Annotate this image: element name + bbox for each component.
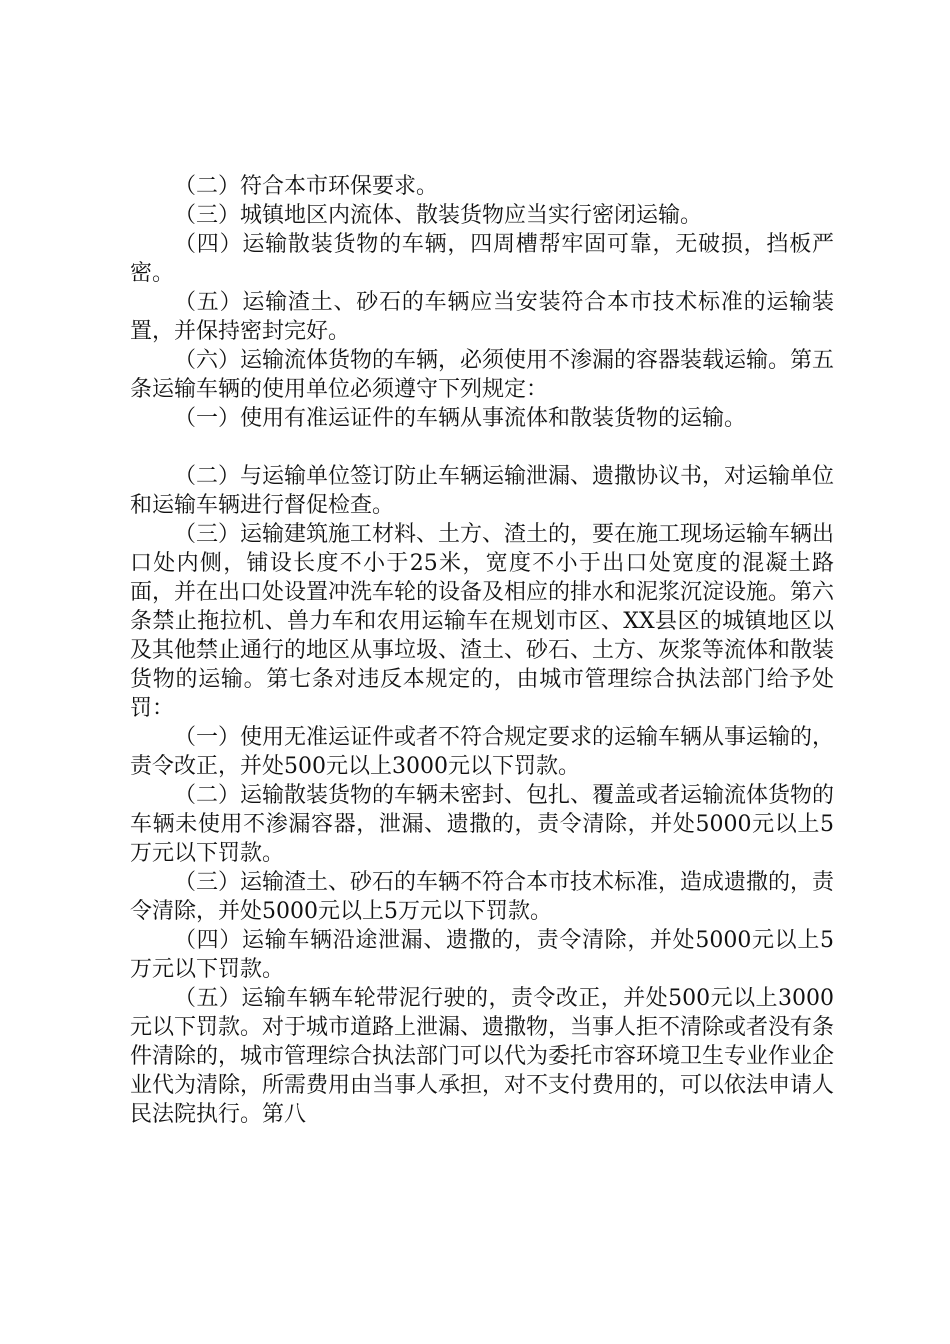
- paragraph: （二）符合本市环保要求。: [174, 174, 439, 199]
- paragraph: （五）运输车辆车轮带泥行驶的，责令改正，并处500元以上3000元以下罚款。对于城市道路上泄漏、遗撒物，当事人拒不清除或者没有条件清除的，城市管理综合执法部门可以代为委托市容环境卫生专业作业企业代为清除，所需费用由当事人承担，对不支付费用的，可以依法申请人民法院执行。第八: [130, 986, 835, 1127]
- document-body: [130, 172, 834, 1129]
- paragraph-spacer: [130, 433, 834, 462]
- paragraph: （一）使用有准运证件的车辆从事流体和散装货物的运输。: [174, 406, 747, 431]
- paragraph: （二）与运输单位签订防止车辆运输泄漏、遗撒协议书，对运输单位和运输车辆进行督促检查。: [130, 464, 835, 518]
- paragraph: （六）运输流体货物的车辆，必须使用不渗漏的容器装载运输。第五条运输车辆的使用单位必须遵守下列规定：: [130, 348, 835, 402]
- paragraph: （二）运输散装货物的车辆未密封、包扎、覆盖或者运输流体货物的车辆未使用不渗漏容器，泄漏、遗撒的，责令清除，并处5000元以上5万元以下罚款。: [130, 783, 835, 866]
- paragraph: （三）运输建筑施工材料、土方、渣土的，要在施工现场运输车辆出口处内侧，铺设长度不小于25米，宽度不小于出口处宽度的混凝土路面，并在出口处设置冲洗车轮的设备及相应的排水和泥浆沉淀设施。第六条禁止拖拉机、兽力车和农用运输车在规划市区、XX县区的城镇地区以及其他禁止通行的地区从事垃圾、渣土、砂石、土方、灰浆等流体和散装货物的运输。第七条对违反本规定的，由城市管理综合执法部门给予处罚：: [130, 522, 835, 721]
- paragraph: （四）运输车辆沿途泄漏、遗撒的，责令清除，并处5000元以上5万元以下罚款。: [130, 928, 834, 982]
- paragraph: （四）运输散装货物的车辆，四周槽帮牢固可靠，无破损，挡板严密。: [130, 232, 834, 286]
- paragraph: （三）城镇地区内流体、散装货物应当实行密闭运输。: [174, 203, 703, 228]
- paragraph: （一）使用无准运证件或者不符合规定要求的运输车辆从事运输的，责令改正，并处500元以上3000元以下罚款。: [130, 725, 835, 779]
- paragraph: （五）运输渣土、砂石的车辆应当安装符合本市技术标准的运输装置，并保持密封完好。: [130, 290, 834, 344]
- paragraph: （三）运输渣土、砂石的车辆不符合本市技术标准，造成遗撒的，责令清除，并处5000元以上5万元以下罚款。: [130, 870, 835, 924]
